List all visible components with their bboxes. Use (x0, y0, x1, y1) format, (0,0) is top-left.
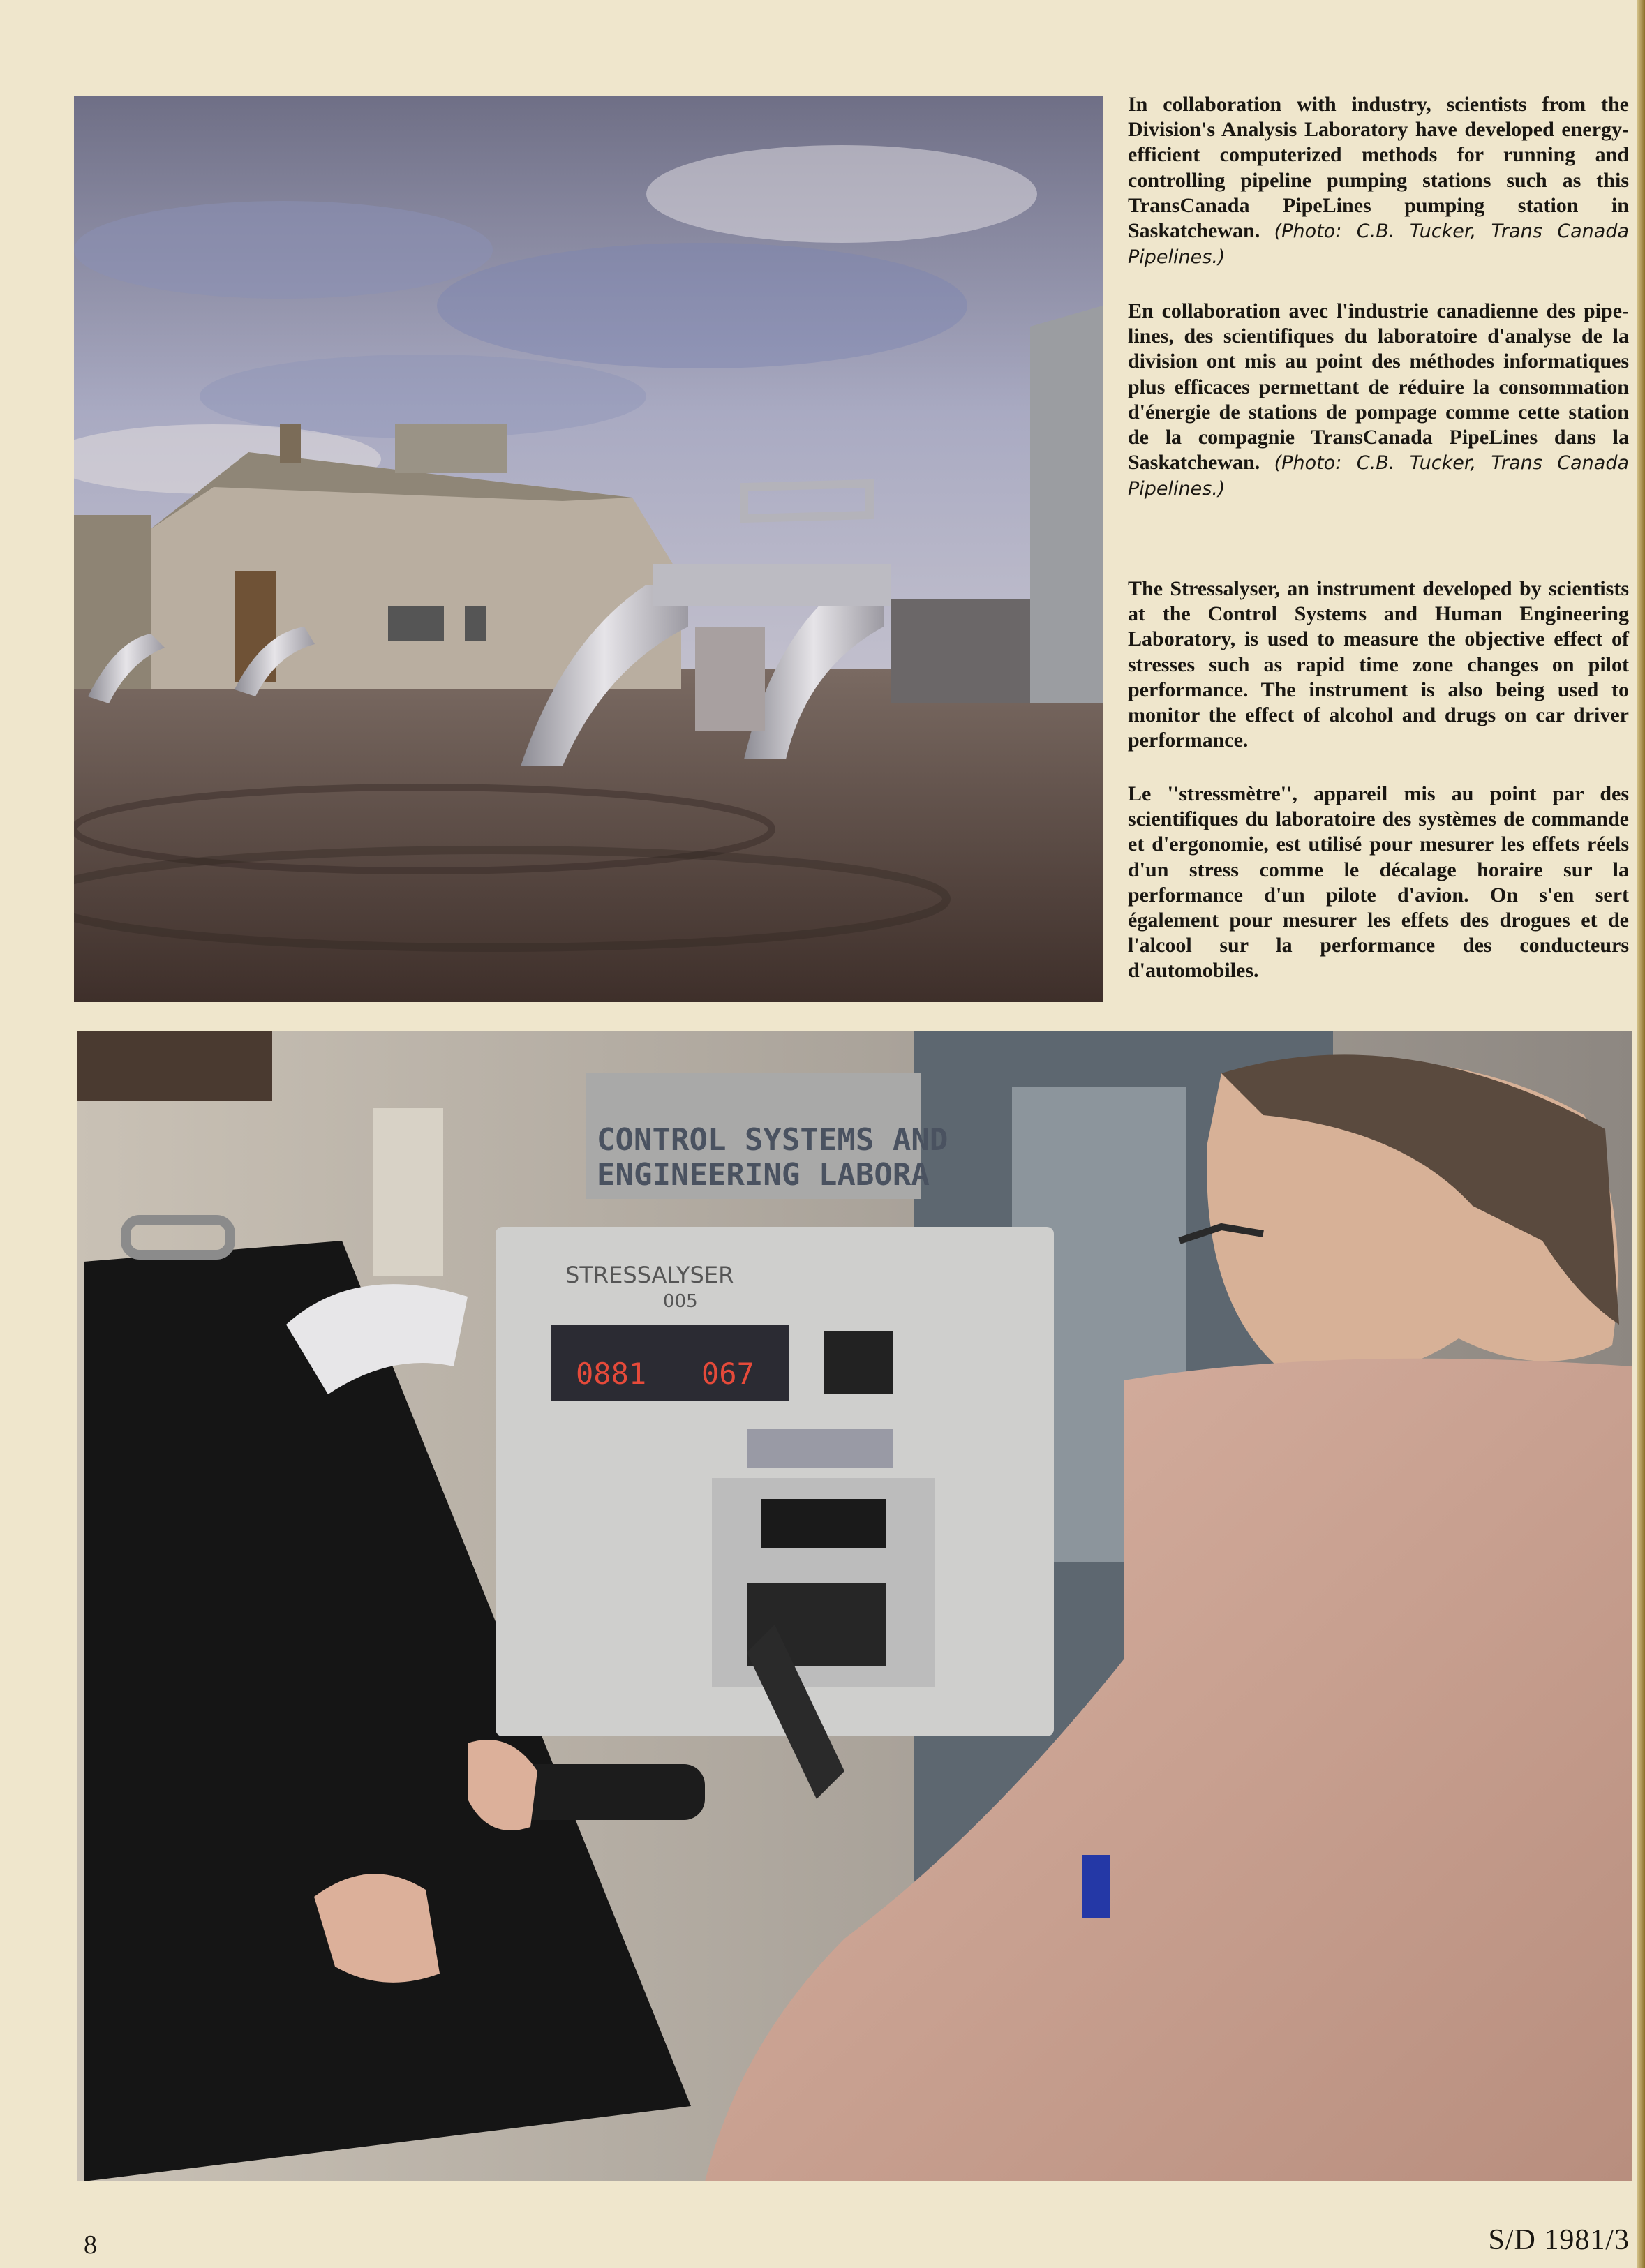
pipeline-photo-image (74, 96, 1103, 1002)
photo-credit-en: (Photo: C.B. Tucker, Trans Canada Pipelines.) (1128, 221, 1630, 269)
device-label: STRESSALYSER (565, 1262, 734, 1288)
stressalyser-photo (77, 1031, 1632, 2181)
page-edge (1637, 0, 1645, 2268)
caption-pipeline-en (1128, 92, 1629, 270)
caption-stressalyser-fr: Le ''stressmètre'', appareil mis au point par des scientifiques du laboratoire des systèmes de commande et d'ergonomie, est utilisé pour mesurer les effets réels d'un stress comme le décalage horaire sur la performance d'un pilote d'avion. On s'en sert également pour mesurer les effets des drogues et de l'alcool sur la performance des conducteurs d'automobiles. (1128, 782, 1629, 983)
lab-sign-line1: CONTROL SYSTEMS AND (597, 1122, 948, 1158)
caption-pipeline-en-text: In collaboration with industry, scientists from the Division's Analysis Laboratory have developed energy-efficient computerized methods for running and controlling pipeline pumping stations such as this TransCanada PipeLines pumping station in Saskatchewan. (1128, 93, 1629, 243)
pipeline-photo (74, 96, 1103, 1002)
caption-pipeline-fr-text: En collaboration avec l'industrie canadienne des pipe-lines, des scientifiques du laboratoire d'analyse de la division ont mis au point des méthodes informatiques plus efficaces permettant de réduire la consommation d'énergie de stations de pompage comme cette station de la compagnie TransCanada PipeLines dans la Saskatchewan. (1128, 299, 1629, 475)
stressalyser-photo-image (77, 1031, 1632, 2181)
caption-stressalyser-en: The Stressalyser, an instrument developed by scientists at the Control Systems and Human Engineering Laboratory, is used to measure the objective effect of stresses such as rapid time zone changes on pilot performance. The instrument is also being used to monitor the effect of alcohol and drugs on car driver performance. (1128, 577, 1629, 752)
lab-sign-line2: ENGINEERING LABORA (597, 1157, 930, 1193)
caption-pipeline-fr (1128, 299, 1629, 502)
device-code: 005 (663, 1291, 698, 1312)
display-total-time: 0881 (576, 1357, 647, 1391)
display-target-count: 067 (701, 1357, 754, 1391)
page-number: 8 (84, 2230, 97, 2260)
photo-credit-fr: (Photo: C.B. Tucker, Trans Canada Pipelines.) (1128, 452, 1630, 500)
issue-reference: S/D 1981/3 (1488, 2224, 1630, 2256)
